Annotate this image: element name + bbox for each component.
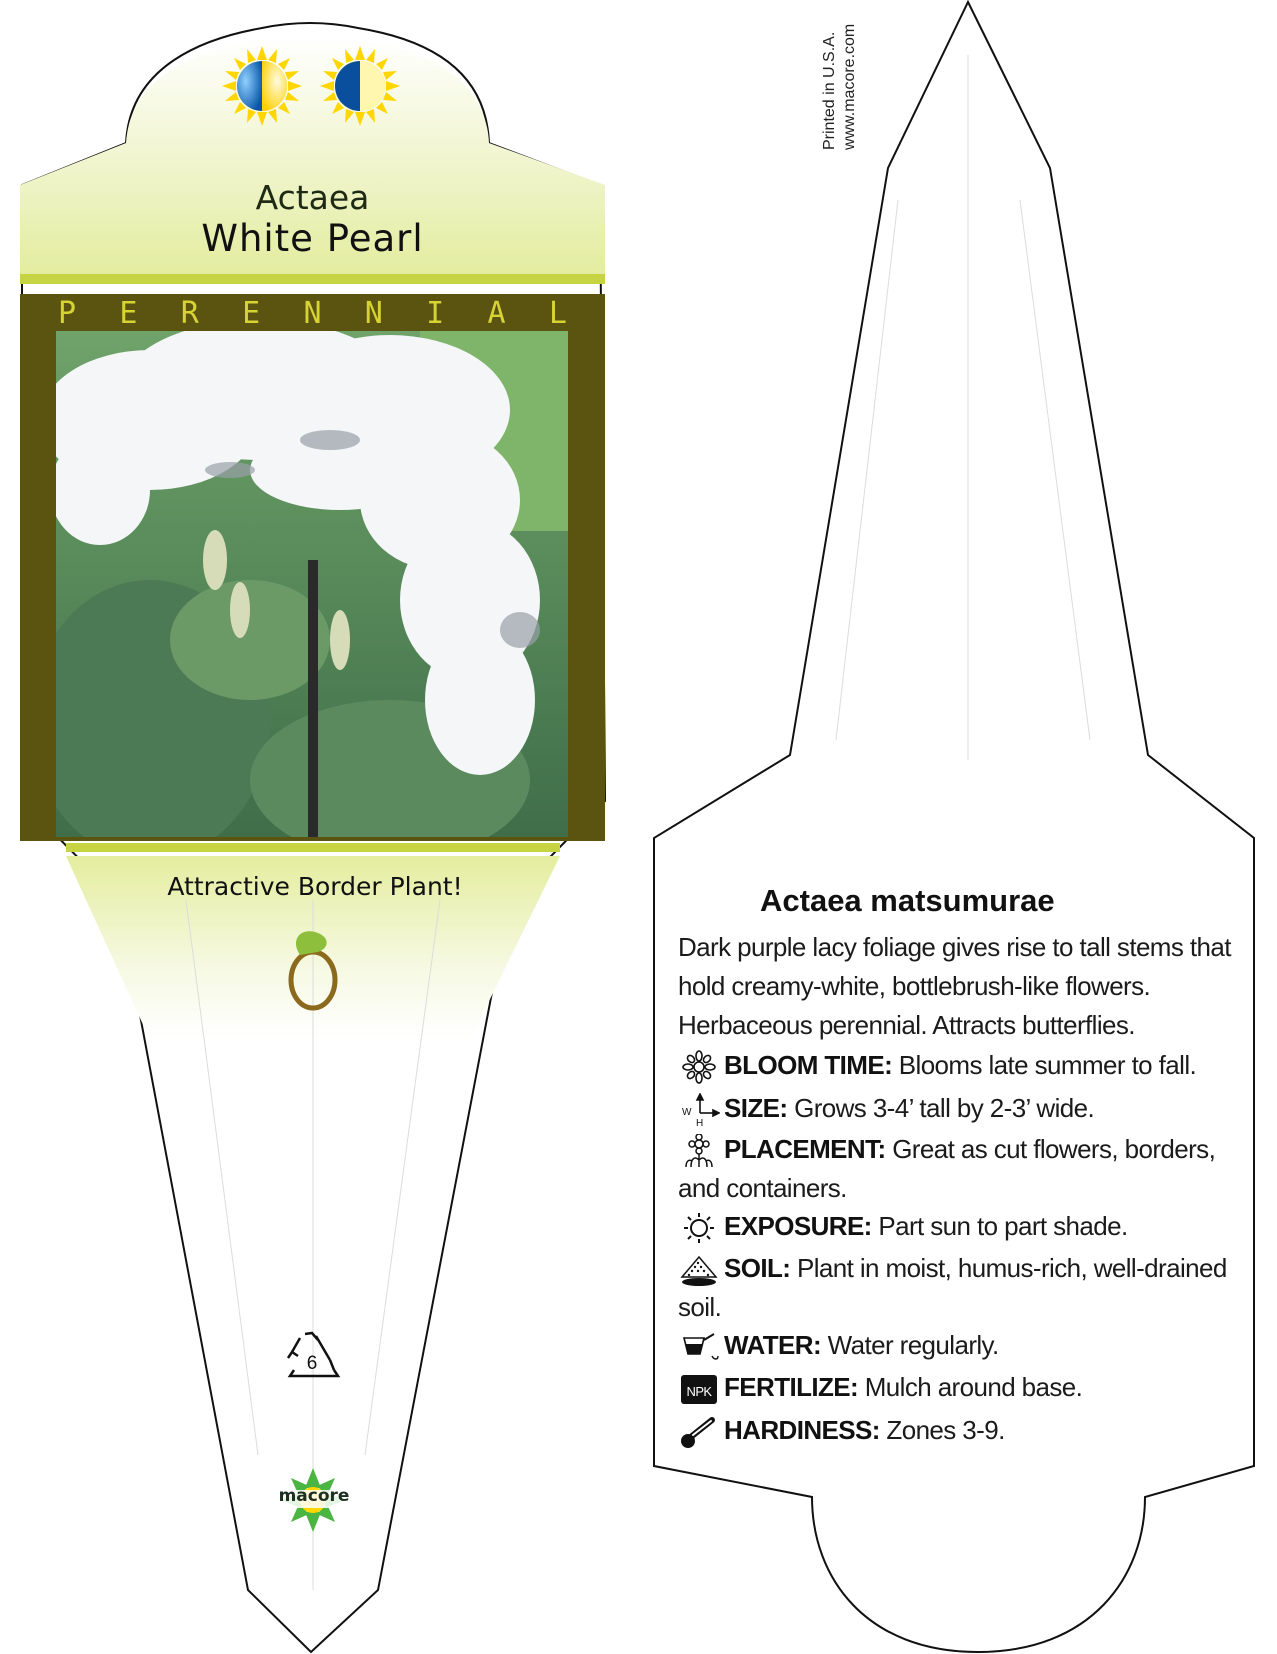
detail-exposure xyxy=(678,1207,1253,1246)
genus-name: Actaea xyxy=(255,178,370,217)
category-banner xyxy=(20,296,605,336)
category-letter: A xyxy=(487,296,506,331)
detail-size xyxy=(678,1089,1253,1128)
category-letter: P xyxy=(58,296,77,331)
detail-label: PLACEMENT: xyxy=(724,1134,886,1164)
soil-icon xyxy=(678,1253,720,1287)
fertilize-icon xyxy=(678,1372,720,1406)
size-icon-w: W xyxy=(682,1107,691,1119)
category-letter: I xyxy=(426,296,445,331)
detail-label: BLOOM TIME: xyxy=(724,1050,893,1080)
detail-label: HARDINESS: xyxy=(724,1415,880,1445)
part-sun-icon-2 xyxy=(320,46,400,126)
fertilize-icon-text: NPK xyxy=(686,1384,712,1400)
part-sun-icon-1 xyxy=(222,46,302,126)
detail-bloom-time xyxy=(678,1046,1253,1085)
detail-label: FERTILIZE: xyxy=(724,1372,859,1402)
category-letter: N xyxy=(364,296,383,331)
detail-text: Grows 3-4’ tall by 2-3’ wide. xyxy=(794,1093,1095,1123)
detail-label: SOIL: xyxy=(724,1253,791,1283)
category-letter: E xyxy=(119,296,138,331)
detail-text: Zones 3-9. xyxy=(886,1415,1005,1445)
brand-name: macore xyxy=(278,1486,350,1506)
exposure-icon xyxy=(678,1211,720,1245)
detail-label: EXPOSURE: xyxy=(724,1211,872,1241)
detail-label: SIZE: xyxy=(724,1093,788,1123)
printed-info xyxy=(820,0,860,150)
plant-description: Dark purple lacy foliage gives rise to tall stems that hold creamy-white, bottlebrush-like flowers. Herbaceous perennial. Attracts butterflies. xyxy=(678,932,1231,1040)
detail-text: Part sun to part shade. xyxy=(878,1211,1128,1241)
detail-text: Great as cut flowers, borders, and containers. xyxy=(678,1134,1216,1203)
detail-soil xyxy=(678,1249,1253,1327)
size-icon-h: H xyxy=(696,1118,703,1128)
detail-water xyxy=(678,1326,1253,1365)
detail-label: WATER: xyxy=(724,1330,822,1360)
printed-line-1: Printed in U.S.A. xyxy=(821,31,838,150)
category-letter: N xyxy=(303,296,322,331)
plant-photo xyxy=(30,320,568,860)
bloom-icon xyxy=(678,1050,720,1084)
printed-line-2: www.macore.com xyxy=(841,23,858,150)
tagline: Attractive Border Plant! xyxy=(167,872,463,901)
scientific-name: Actaea matsumurae xyxy=(760,883,1055,918)
detail-text: Water regularly. xyxy=(827,1330,999,1360)
detail-fertilize xyxy=(678,1368,1253,1407)
detail-text: Plant in moist, humus-rich, well-drained soil. xyxy=(678,1253,1227,1322)
hardiness-icon xyxy=(678,1415,720,1449)
size-icon xyxy=(678,1093,720,1127)
category-letter: E xyxy=(242,296,261,331)
detail-text: Mulch around base. xyxy=(864,1372,1083,1402)
cultivar-name: White Pearl xyxy=(201,217,424,260)
detail-placement xyxy=(678,1130,1253,1208)
detail-text: Blooms late summer to fall. xyxy=(898,1050,1197,1080)
water-icon xyxy=(678,1330,720,1364)
category-letter: R xyxy=(180,296,199,331)
recycle-code: 6 xyxy=(306,1353,318,1374)
placement-icon xyxy=(678,1134,720,1168)
category-letter: L xyxy=(548,296,567,331)
detail-hardiness xyxy=(678,1411,1253,1450)
